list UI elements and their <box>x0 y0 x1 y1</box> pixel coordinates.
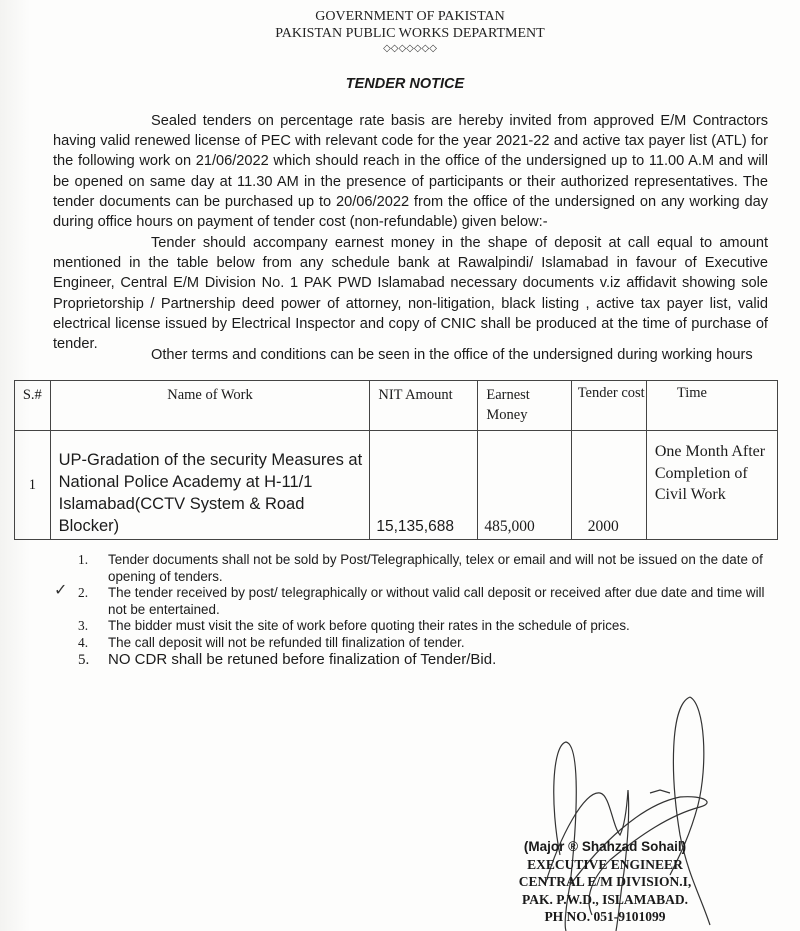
table-row <box>15 431 778 540</box>
header-government: GOVERNMENT OF PAKISTAN <box>315 9 505 24</box>
signatory-designation: EXECUTIVE ENGINEER <box>527 856 683 872</box>
header-earnest-money: Earnest Money <box>478 381 571 431</box>
signatory-office: PAK. P.W.D., ISLAMABAD. <box>521 891 689 907</box>
notice-title: TENDER NOTICE <box>345 76 465 92</box>
cell-name-of-work: UP-Gradation of the security Measures at National Police Academy at H-11/1 Islamabad(CCTV System & Road Blocker) <box>50 431 370 540</box>
condition-item: 5. NO CDR shall be retuned before finalization of Tender/Bid. <box>78 650 497 668</box>
cell-nit-amount: 15,135,688 <box>370 431 478 540</box>
condition-item: 3. The bidder must visit the site of work before quoting their rates in the schedule of prices. <box>78 618 630 634</box>
condition-item: 1. Tender documents shall not be sold by Post/Telegraphically, telex or email and will not be issued on the date of opening of tenders. <box>78 552 763 584</box>
header-time: Time <box>646 381 777 431</box>
signature-block <box>500 838 710 926</box>
paragraph-invitation: Sealed tenders on percentage rate basis are hereby invited from approved E/M Contractors having valid renewed license of PEC with relevant code for the year 2021-22 and active tax payer list (ATL) for the following work on 21/06/2022 which should reach in the office of the undersigned up to 11.00 A.M and will be opened on same day at 11.30 AM in the presence of participants or their authorized representatives. The tender documents can be purchased up to 20/06/2022 from the office of the undersigned on any working day during office hours on payment of tender cost (non-refundable) given below:- <box>53 113 768 231</box>
header-nit-amount: NIT Amount <box>370 381 478 431</box>
works-table <box>14 380 778 540</box>
diamond-ornament-icon: ◇◇◇◇◇◇◇ <box>383 43 437 54</box>
paragraph-earnest-money: Tender should accompany earnest money in the shape of deposit at call equal to amount mentioned in the table below from any schedule bank at Rawalpindi/ Islamabad in favour of Executive Engineer, Central E/M Division No. 1 PAK PWD Islamabad necessary documents v.iz affidavit showing sole Proprietorship / Partnership deed power of attorney, non-litigation, black listing , active tax payer list, valid electrical license issued by Electrical Inspector and copy of CNIC shall be produced at the time of purchase of tender. <box>53 235 768 353</box>
signatory-division: CENTRAL E/M DIVISION.I, <box>518 874 692 889</box>
header-name-of-work: Name of Work <box>50 381 370 431</box>
conditions-list <box>54 552 778 668</box>
signatory-phone: PH NO. 051-9101099 <box>544 909 666 924</box>
cell-sn: 1 <box>15 431 51 540</box>
condition-item: 4. The call deposit will not be refunded till finalization of tender. <box>78 634 465 650</box>
header-sn: S.# <box>15 381 51 431</box>
document-header <box>0 8 800 56</box>
handwritten-check-icon: ✓ <box>54 582 68 600</box>
header-tender-cost: Tender cost <box>571 381 646 431</box>
signatory-name: (Major ® Shahzad Sohail) <box>523 839 687 854</box>
cell-tender-cost: 2000 <box>571 431 646 540</box>
header-department: PAKISTAN PUBLIC WORKS DEPARTMENT <box>275 26 545 41</box>
cell-earnest-money: 485,000 <box>478 431 571 540</box>
cell-time: One Month After Completion of Civil Work <box>646 431 777 540</box>
condition-item: ✓ 2. The tender received by post/ telegraphically or without valid call deposit or received after due date and time will not be entertained. <box>54 582 765 617</box>
paragraph-other-terms: Other terms and conditions can be seen in the office of the undersigned during working hours <box>151 347 753 363</box>
table-header-row <box>15 381 778 431</box>
